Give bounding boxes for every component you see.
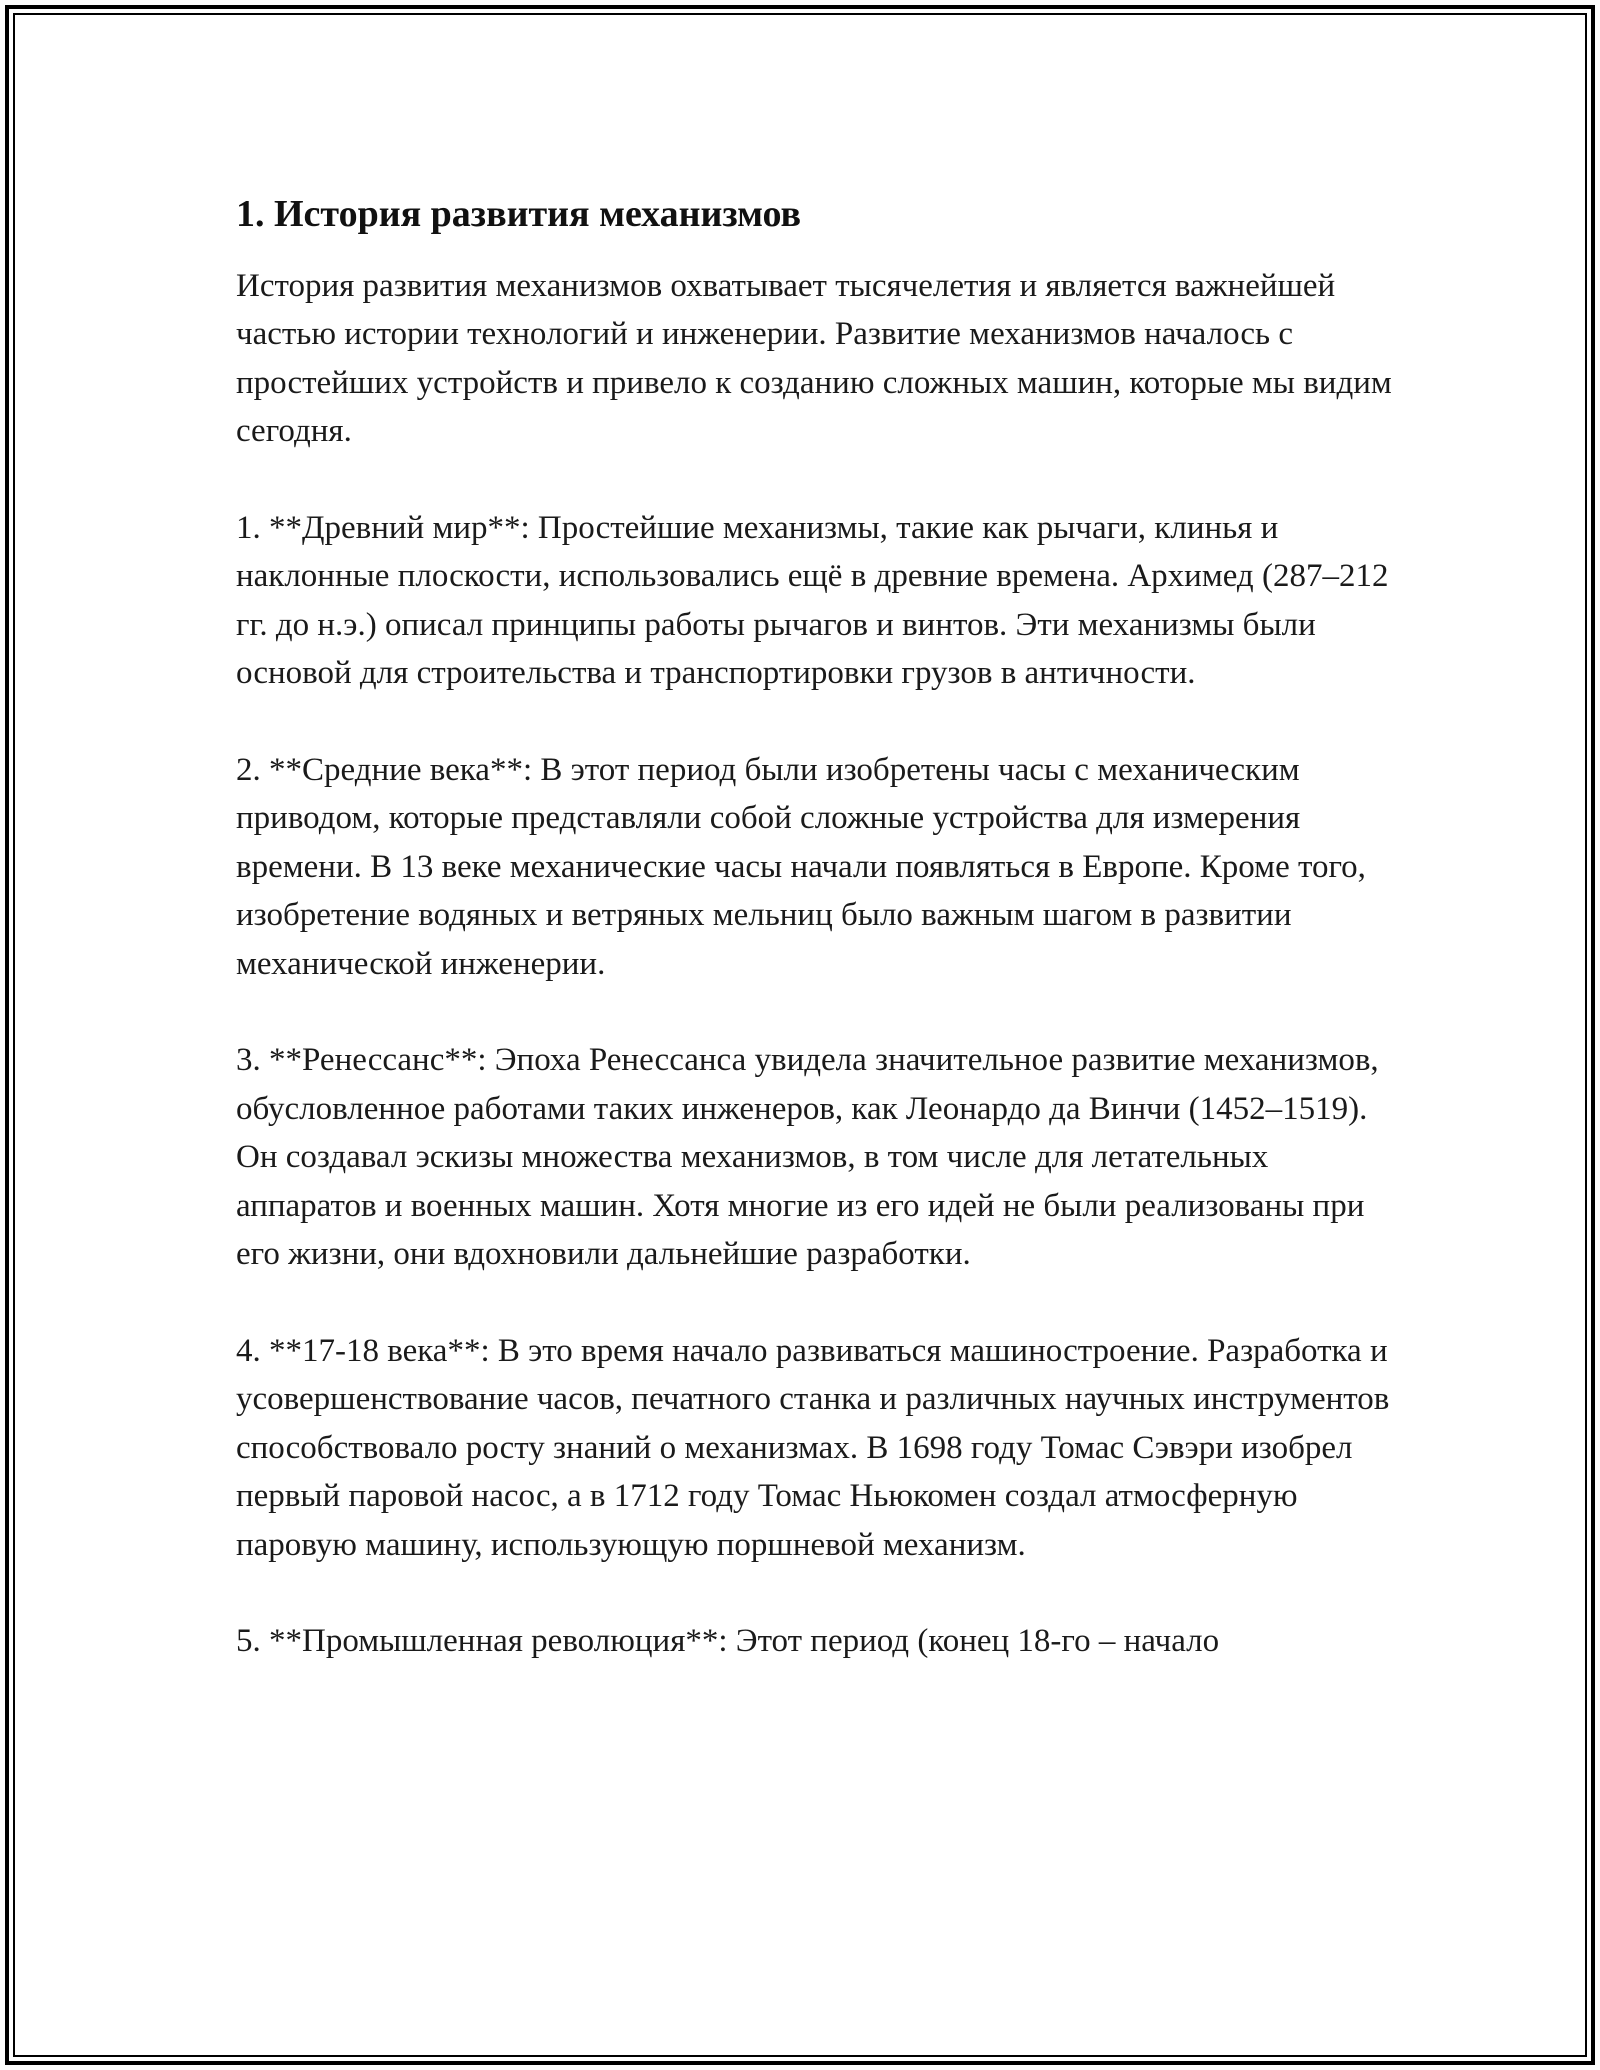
document-body: [236, 188, 1396, 1714]
paragraph-middle-ages: 2. **Средние века**: В этот период были изобретены часы с механическим приводом, которые представляли собой сложные устройства для измерения времени. В 13 веке механические часы начали появляться в Европе. Кроме того, изобретение водяных и ветряных мельниц было важным шагом в развитии механической инженерии.: [236, 752, 1366, 982]
paragraph-17-18-centuries: 4. **17-18 века**: В это время начало развиваться машиностроение. Разработка и усовершенствование часов, печатного станка и различных научных инструментов способствовало росту знаний о механизмах. В 1698 году Томас Сэвэри изобрел первый паровой насос, а в 1712 году Томас Ньюкомен создал атмосферную паровую машину, использующую поршневой механизм.: [236, 1332, 1390, 1563]
intro-paragraph: История развития механизмов охватывает тысячелетия и является важнейшей частью истории технологий и инженерии. Развитие механизмов началось с простейших устройств и привело к созданию сложных машин, которые мы видим сегодня.: [236, 268, 1392, 450]
paragraph-ancient-world: 1. **Древний мир**: Простейшие механизмы, такие как рычаги, клинья и наклонные плоскости, использовались ещё в древние времена. Архимед (287–212 гг. до н.э.) описал принципы работы рычагов и винтов. Эти механизмы были основой для строительства и транспортировки грузов в античности.: [236, 510, 1389, 692]
paragraph-renaissance: 3. **Ренессанс**: Эпоха Ренессанса увидела значительное развитие механизмов, обусловленное работами таких инженеров, как Леонардо да Винчи (1452–1519). Он создавал эскизы множества механизмов, в том числе для летательных аппаратов и военных машин. Хотя многие из его идей не были реализованы при его жизни, они вдохновили дальнейшие разработки.: [236, 1042, 1379, 1273]
paragraph-industrial-revolution: 5. **Промышленная революция**: Этот период (конец 18-го – начало: [236, 1623, 1220, 1660]
section-heading: 1. История развития механизмов: [236, 193, 802, 235]
